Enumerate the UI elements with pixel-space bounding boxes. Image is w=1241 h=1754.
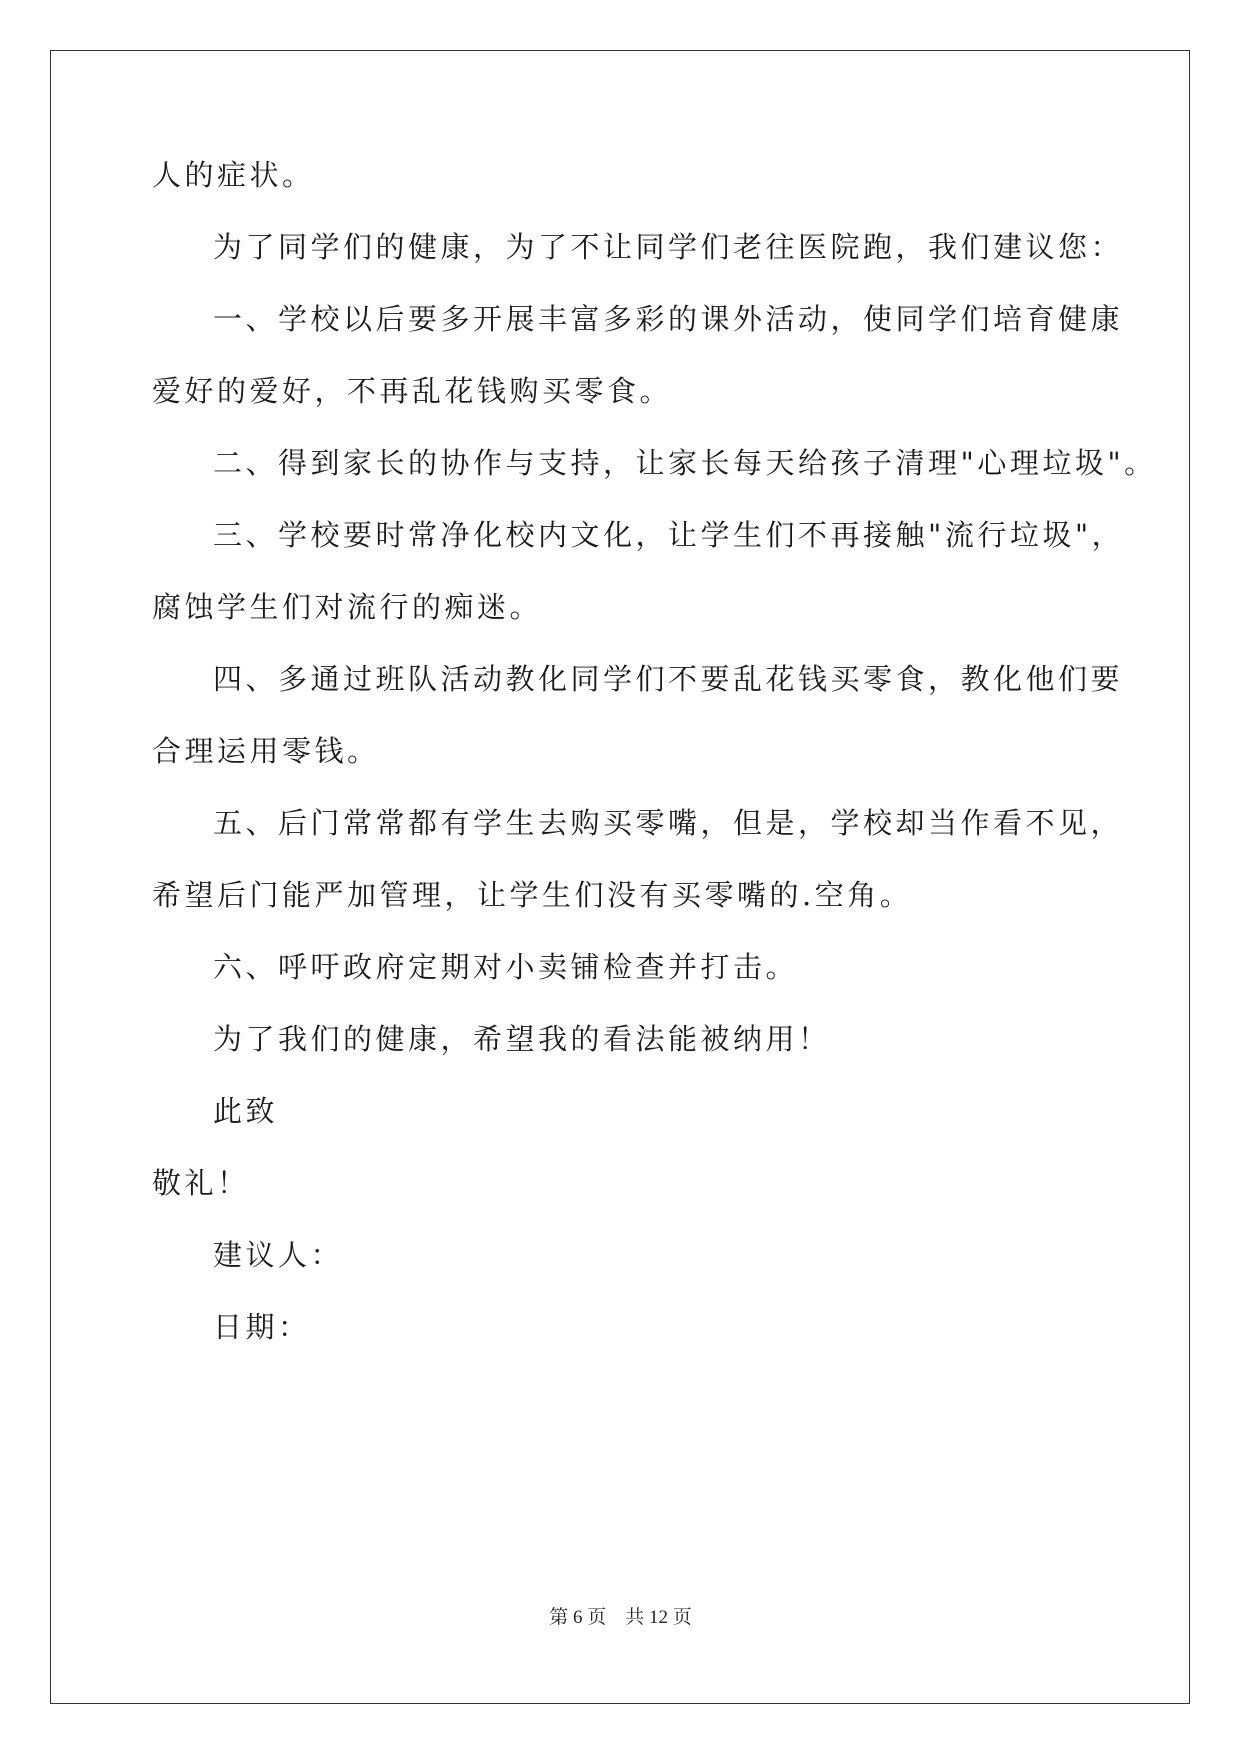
- text-line-3: 一、学校以后要多开展丰富多彩的课外活动，使同学们培育健康: [213, 302, 1124, 336]
- text-line-9: 合理运用零钱。: [152, 734, 380, 768]
- text-line-7: 腐蚀学生们对流行的痴迷。: [152, 590, 543, 624]
- text-line-2: 为了同学们的健康，为了不让同学们老往医院跑，我们建议您：: [213, 230, 1124, 264]
- text-line-11: 希望后门能严加管理，让学生们没有买零嘴的.空角。: [152, 878, 913, 912]
- text-line-4: 爱好的爱好，不再乱花钱购买零食。: [152, 374, 673, 408]
- text-line-16: 建议人：: [213, 1238, 344, 1272]
- text-line-6: 三、学校要时常净化校内文化，让学生们不再接触"流行垃圾"，: [213, 518, 1125, 552]
- text-line-10: 五、后门常常都有学生去购买零嘴，但是，学校却当作看不见，: [213, 806, 1124, 840]
- text-line-5: 二、得到家长的协作与支持，让家长每天给孩子清理"心理垃圾"。: [213, 446, 1157, 480]
- text-line-13: 为了我们的健康，希望我的看法能被纳用！: [213, 1022, 831, 1056]
- text-line-17: 日期：: [213, 1310, 311, 1344]
- page-number-label: 第 6 页 共 12 页: [549, 1607, 692, 1628]
- text-line-14: 此致: [213, 1094, 279, 1128]
- text-line-12: 六、呼吁政府定期对小卖铺检查并打击。: [213, 950, 799, 984]
- text-line-15: 敬礼！: [152, 1166, 250, 1200]
- text-line-8: 四、多通过班队活动教化同学们不要乱花钱买零食，教化他们要: [213, 662, 1124, 696]
- text-line-1: 人的症状。: [152, 158, 315, 192]
- page-footer: [0, 1606, 1241, 1630]
